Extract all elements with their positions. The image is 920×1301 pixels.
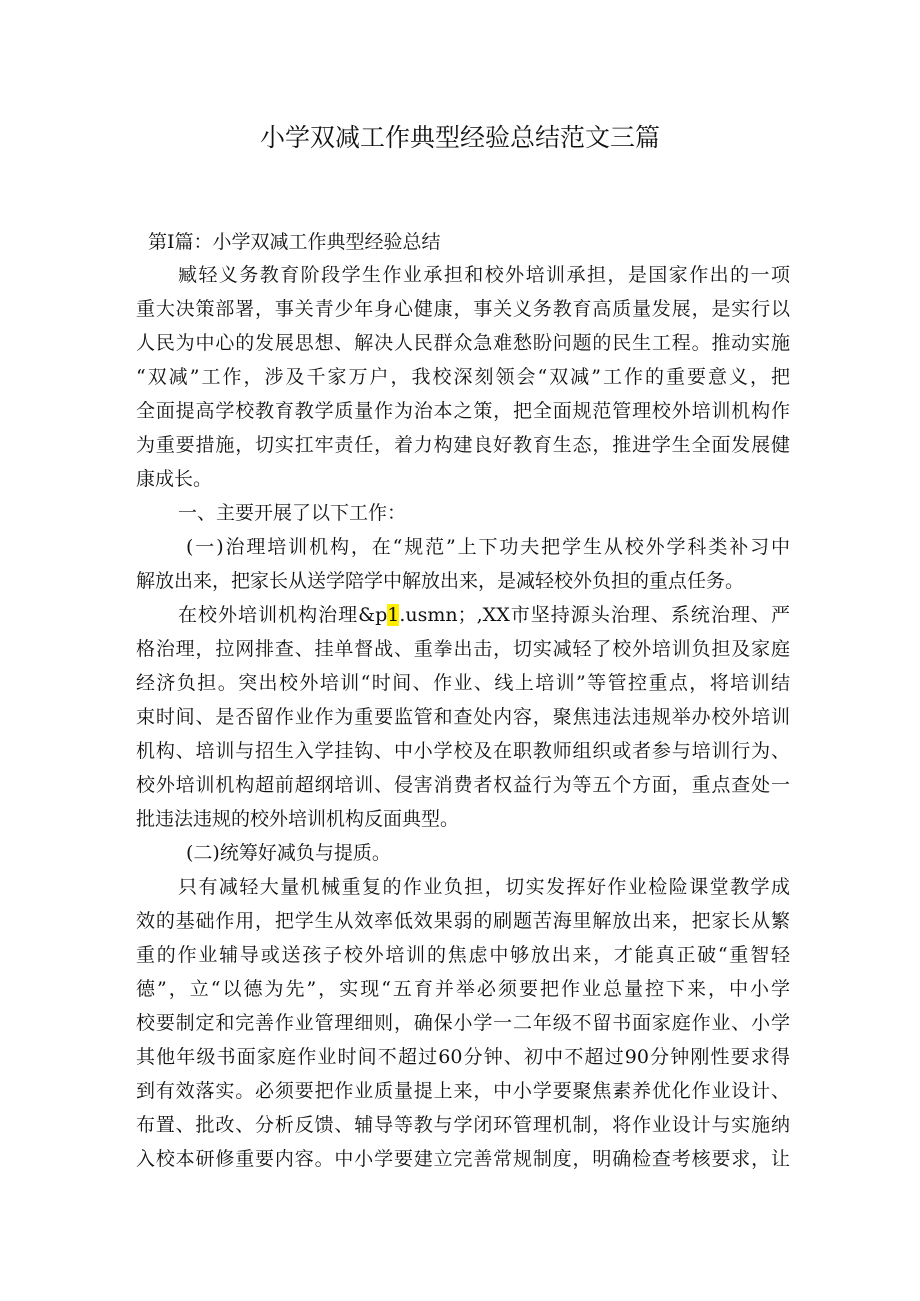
- paragraph-line: 全面提高学校教育教学质量作为治本之策，把全面规范管理校外培训机构作: [136, 400, 790, 422]
- text-segment: .usmn；,XX市坚持源头治理、系统治理、严: [399, 604, 790, 626]
- paragraph-line: 经济负担。突出校外培训“时间、作业、线上培训”等管控重点，将培训结: [136, 672, 790, 694]
- subsection-heading: (一)治理培训机构，在“规范”上下功夫把学生从校外学科类补习中: [186, 536, 790, 558]
- paragraph-line: 到有效落实。必须要把作业质量提上来，中小学要聚焦素养优化作业设计、: [136, 1080, 790, 1102]
- paragraph-line: 批违法违规的校外培训机构反面典型。: [136, 808, 460, 830]
- paragraph-line: 格治理，拉网排查、挂单督战、重拳出击，切实减轻了校外培训负担及家庭: [136, 638, 790, 660]
- paragraph-line: 人民为中心的发展思想、解决人民群众急难愁盼问题的民生工程。推动实施: [136, 332, 790, 354]
- paragraph-line: 为重要措施，切实扛牢责任，着力构建良好教育生态，推进学生全面发展健: [136, 434, 790, 456]
- paragraph-line: 康成长。: [136, 468, 213, 490]
- paragraph-line: 入校本研修重要内容。中小学要建立完善常规制度，明确检查考核要求，让: [136, 1148, 790, 1170]
- highlight-mark: 1: [387, 604, 400, 626]
- paragraph-line: 校要制定和完善作业管理细则，确保小学一二年级不留书面家庭作业、小学: [136, 1012, 790, 1034]
- paragraph-line: 重大决策部署，事关青少年身心健康，事关义务教育高质量发展，是实行以: [136, 298, 790, 320]
- paragraph-line: “双减”工作，涉及千家万户，我校深刻领会“双减”工作的重要意义，把: [136, 366, 790, 388]
- paragraph-line: 效的基础作用，把学生从效率低效果弱的刷题苦海里解放出来，把家长从繁: [136, 910, 790, 932]
- paragraph-line: 布置、批改、分析反馈、辅导等教与学闭环管理机制，将作业设计与实施纳: [136, 1114, 790, 1136]
- paragraph-line: 校外培训机构超前超纲培训、侵害消费者权益行为等五个方面，重点查处一: [136, 774, 790, 796]
- paragraph-line-with-highlight: [178, 598, 790, 632]
- paragraph-line: 其他年级书面家庭作业时间不超过60分钟、初中不超过90分钟刚性要求得: [136, 1046, 790, 1068]
- text-segment: 在校外培训机构治理&p: [178, 604, 388, 626]
- paragraph-line: 束时间、是否留作业作为重要监管和查处内容，聚焦违法违规举办校外培训: [136, 706, 790, 728]
- document-title: 小学双减工作典型经验总结范文三篇: [259, 123, 660, 152]
- paragraph-line: 解放出来，把家长从送学陪学中解放出来，是减轻校外负担的重点任务。: [136, 570, 745, 592]
- paragraph-line: 德”，立“以德为先”，实现“五育并举必须要把作业总量控下来，中小学: [136, 978, 790, 1000]
- chapter-heading: 第Ⅰ篇：小学双减工作典型经验总结: [148, 231, 441, 253]
- section-heading: 一、主要开展了以下工作：: [178, 502, 407, 524]
- paragraph-line: 重的作业辅导或送孩子校外培训的焦虑中够放出来，才能真正破“重智轻: [136, 944, 790, 966]
- paragraph-line: 臧轻义务教育阶段学生作业承担和校外培训承担，是国家作出的一项: [178, 264, 790, 286]
- paragraph-line: 机构、培训与招生入学挂钩、中小学校及在职教师组织或者参与培训行为、: [136, 740, 790, 762]
- paragraph-line: 只有减轻大量机械重复的作业负担，切实发挥好作业检险课堂教学成: [178, 876, 790, 898]
- subsection-heading: (二)统筹好减负与提质。: [186, 842, 391, 864]
